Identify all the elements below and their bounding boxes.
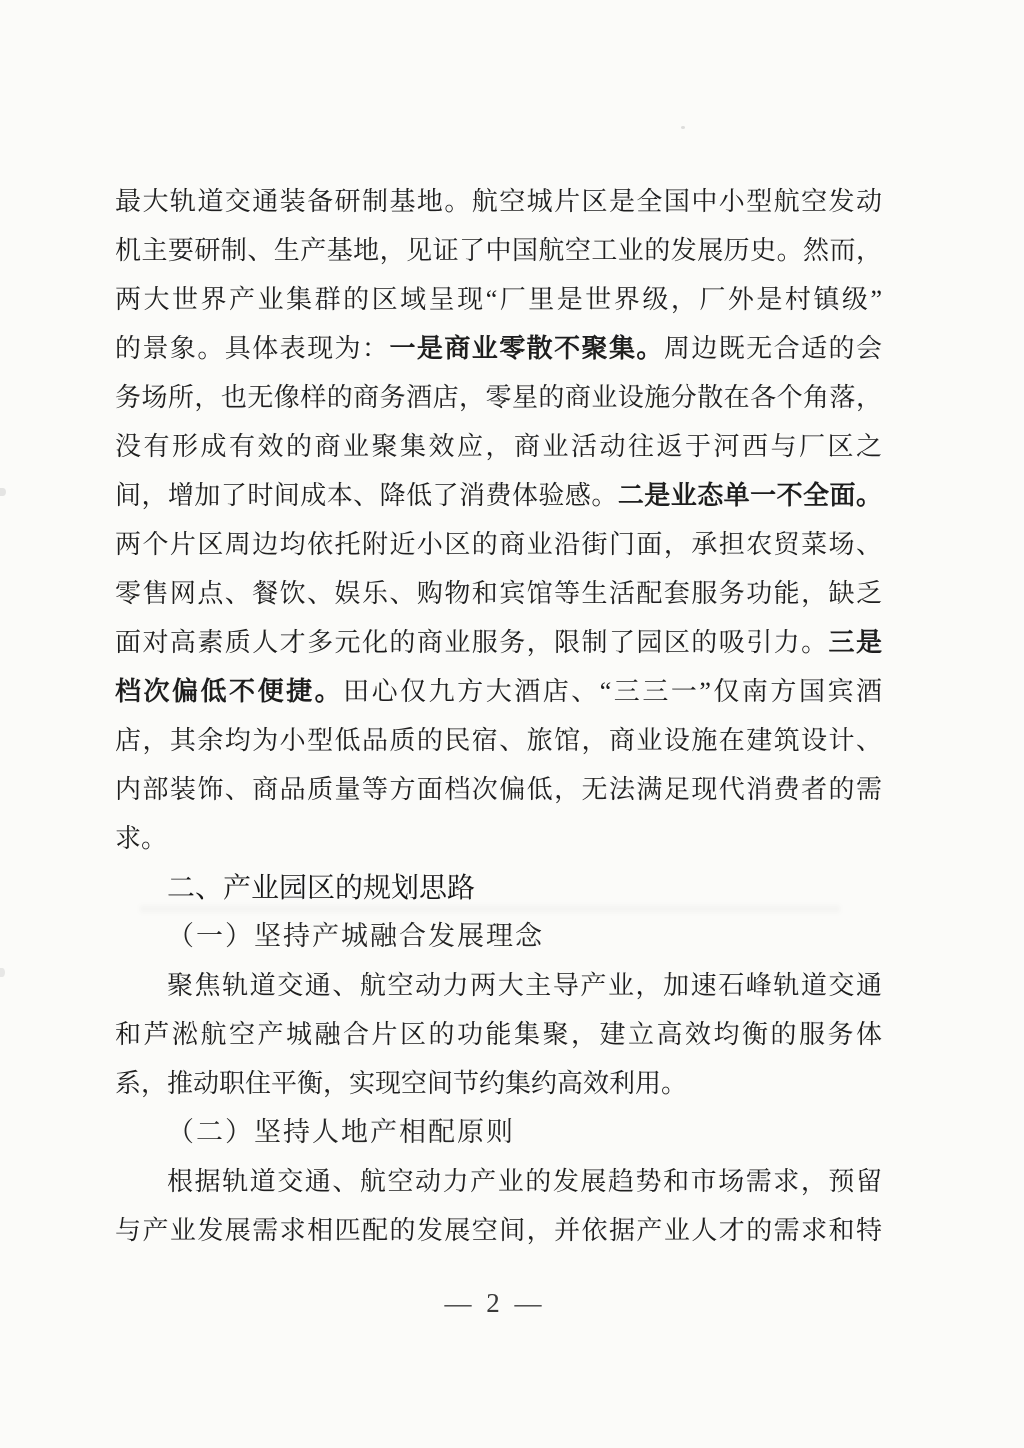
emphasis-text-segment: 一是商业零散不聚集。 xyxy=(389,333,664,363)
text-segment: 零售网点、餐饮、娱乐、购物和宾馆等生活配套服务功能，缺乏 xyxy=(115,579,882,608)
text-line xyxy=(115,324,882,373)
text-segment: 与产业发展需求相匹配的发展空间，并依据产业人才的需求和特 xyxy=(115,1216,882,1245)
document-body xyxy=(115,177,882,1255)
text-line xyxy=(115,1206,882,1255)
text-segment: 的景象。具体表现为： xyxy=(115,334,390,363)
text-segment: 机主要研制、生产基地，见证了中国航空工业的发展历史。然而， xyxy=(115,236,882,265)
text-segment: 间，增加了时间成本、降低了消费体验感。 xyxy=(115,481,618,510)
subsection-heading-line xyxy=(115,912,882,961)
page-number: — 2 — xyxy=(444,1288,546,1318)
text-segment: 务场所，也无像样的商务酒店，零星的商业设施分散在各个角落， xyxy=(115,383,882,412)
scan-speck xyxy=(0,968,5,977)
text-segment: 店，其余均为小型低品质的民宿、旅馆，商业设施在建筑设计、 xyxy=(115,726,882,755)
text-line xyxy=(115,422,882,471)
text-segment: 面对高素质人才多元化的商业服务，限制了园区的吸引力。 xyxy=(115,628,829,657)
text-line xyxy=(115,814,882,863)
text-line xyxy=(115,471,882,520)
text-segment: （二）坚持人地产相配原则 xyxy=(167,1117,515,1147)
text-segment: 两大世界产业集群的区域呈现“厂里是世界级，厂外是村镇级” xyxy=(115,285,882,314)
text-line xyxy=(115,177,882,226)
text-line xyxy=(115,716,882,765)
text-line xyxy=(115,226,882,275)
text-line xyxy=(115,618,882,667)
emphasis-text-segment: 三是 xyxy=(828,627,882,657)
text-line xyxy=(115,667,882,716)
text-line xyxy=(115,373,882,422)
text-segment: 求。 xyxy=(115,824,168,853)
subsection-heading-line xyxy=(115,1108,882,1157)
emphasis-text-segment: 档次偏低不便捷。 xyxy=(115,676,344,706)
text-segment: 最大轨道交通装备研制基地。航空城片区是全国中小型航空发动 xyxy=(115,187,882,216)
text-segment: 和芦淞航空产城融合片区的功能集聚，建立高效均衡的服务体 xyxy=(115,1020,882,1049)
text-line xyxy=(115,961,882,1010)
text-segment: 根据轨道交通、航空动力产业的发展趋势和市场需求，预留 xyxy=(167,1167,882,1196)
text-segment: 二、产业园区的规划思路 xyxy=(167,872,476,903)
text-line xyxy=(115,1157,882,1206)
text-segment: 没有形成有效的商业聚集效应，商业活动往返于河西与厂区之 xyxy=(115,432,882,461)
text-line xyxy=(115,569,882,618)
text-segment: 内部装饰、商品质量等方面档次偏低，无法满足现代消费者的需 xyxy=(115,775,882,804)
section-heading-line xyxy=(115,863,882,912)
text-segment: （一）坚持产城融合发展理念 xyxy=(167,921,544,951)
text-line xyxy=(115,520,882,569)
scan-speck xyxy=(681,126,685,129)
text-segment: 聚焦轨道交通、航空动力两大主导产业，加速石峰轨道交通 xyxy=(167,971,882,1000)
emphasis-text-segment: 二是业态单一不全面。 xyxy=(617,480,882,510)
text-line xyxy=(115,1059,882,1108)
text-segment: 周边既无合适的会 xyxy=(663,334,882,363)
scan-speck xyxy=(0,488,6,496)
text-line xyxy=(115,765,882,814)
text-line xyxy=(115,1010,882,1059)
text-segment: 系，推动职住平衡，实现空间节约集约高效利用。 xyxy=(115,1069,688,1098)
text-line xyxy=(115,275,882,324)
text-segment: 田心仅九方大酒店、“三三一”仅南方国宾酒 xyxy=(343,677,882,706)
text-segment: 两个片区周边均依托附近小区的商业沿街门面，承担农贸菜场、 xyxy=(115,530,882,559)
